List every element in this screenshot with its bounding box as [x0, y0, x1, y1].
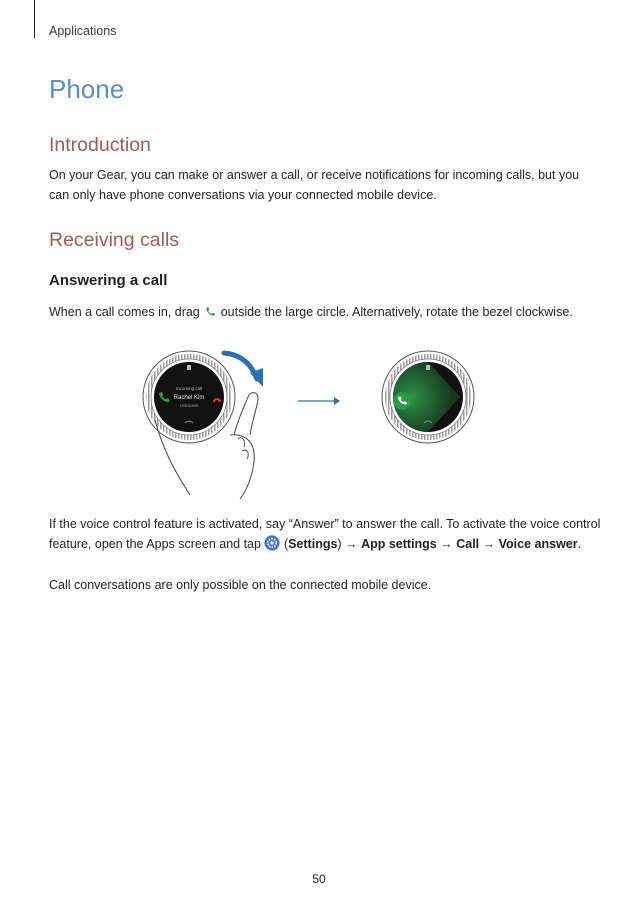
page-number: 50 [312, 872, 326, 886]
receiving-calls-heading: Receiving calls [49, 229, 180, 251]
watch-incoming-call [143, 351, 235, 443]
settings-label: Settings [288, 537, 338, 551]
voice-text-main: If the voice control feature is activated, say “Answer” to answer the call. To activate the voice control feature, open the Apps screen and tap [49, 517, 601, 551]
answering-call-heading: Answering a call [49, 272, 168, 289]
note-text: Call conversations are only possible on the connected mobile device. [49, 578, 432, 592]
watch-call-answering [382, 351, 474, 443]
phone-icon [203, 305, 217, 325]
incoming-call-label: Incoming call [175, 386, 203, 391]
caller-name: Rachel Kim [173, 395, 205, 401]
watch-illustration [130, 335, 510, 500]
app-settings-label: App settings [361, 537, 437, 551]
page-title: Phone [49, 74, 125, 104]
call-label: Call [456, 537, 480, 551]
answering-instructions [49, 302, 609, 325]
introduction-text: On your Gear, you can make or answer a call, or receive notifications for incoming calls, but you can only have phone conversations via your connected mobile device. [49, 168, 580, 202]
voice-answer-label: Voice answer [498, 537, 578, 551]
caller-sub: Unknown [179, 403, 199, 408]
answering-text-before: When a call comes in, drag [49, 305, 200, 319]
settings-icon [264, 535, 280, 557]
voice-control-text: If the voice control feature is activated, say “Answer” to answer the call. To activate the voice control feature, open the Apps screen and tap (Settings) → App settings → Call → Voice answer. [49, 514, 609, 557]
answering-text-after: outside the large circle. Alternatively, rotate the bezel clockwise. [220, 305, 573, 319]
section-label: Applications [49, 24, 117, 38]
introduction-heading: Introduction [49, 134, 151, 156]
header-rule [34, 0, 35, 38]
